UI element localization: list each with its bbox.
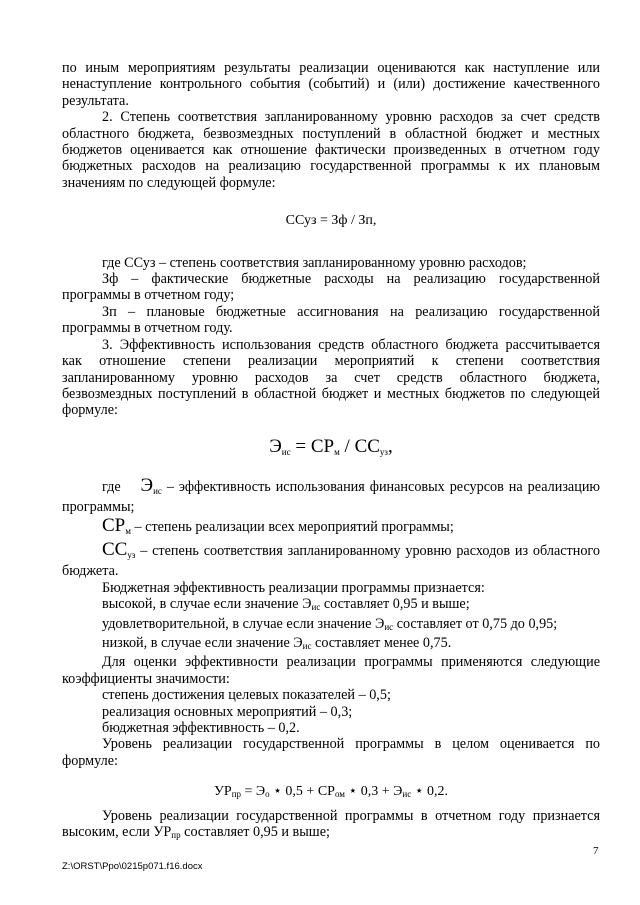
formula-symbol: СС	[354, 435, 380, 457]
paragraph-0: по иным мероприятиям результаты реализации оцениваются как наступление или ненаступление контрольного события (событий) и (или) достижение качественного результата.	[62, 60, 600, 109]
text-run: составляет от 0,75 до 0,95;	[393, 615, 558, 632]
formula-term: = Э	[241, 784, 266, 800]
paragraph-16: бюджетная эффективность – 0,2.	[102, 720, 300, 736]
paragraph-4: Зп – плановые бюджетные ассигнования на реализацию государственной программы в отчетном году.	[62, 303, 600, 337]
definition-text: – степень реализации всех мероприятий программы;	[130, 518, 454, 535]
formula-term: ⋆ 0,2.	[411, 784, 448, 800]
paragraph-12	[62, 635, 600, 654]
formula-term: ⋆ 0,3 + Э	[345, 784, 403, 800]
formula-subscript: о	[265, 789, 270, 800]
paragraph-2: где ССуз – степень соответствия запланированному уровню расходов;	[102, 254, 527, 271]
definition-text: – степень соответствия запланированному уровню расходов из областного бюджета.	[62, 542, 600, 580]
formula-subscript: м	[125, 525, 131, 536]
formula-subscript: м	[334, 446, 340, 457]
subscript: ис	[311, 602, 321, 613]
formula-symbol: Э	[269, 435, 282, 457]
formula-subscript: ом	[334, 789, 345, 800]
formula-operator: /	[339, 435, 355, 457]
text-run: составляет 0,95 и выше;	[180, 824, 330, 841]
page-number: 7	[593, 845, 599, 857]
subscript: ис	[384, 621, 394, 632]
formula-subscript: ис	[402, 789, 412, 800]
formula-subscript: ис	[153, 485, 162, 496]
formula-symbol: СР	[310, 435, 335, 457]
formula-operator: ,	[387, 435, 393, 457]
definition-text: – эффективность использования финансовых ресурсов на реализацию программы;	[62, 478, 601, 516]
document-body	[62, 60, 600, 843]
formula-subscript: уз	[379, 446, 388, 457]
text-run: удовлетворительной, в случае если значение Э	[102, 615, 385, 632]
formula-operator: =	[290, 435, 311, 457]
paragraph-6	[62, 474, 601, 516]
formula-subscript: пр	[231, 789, 242, 800]
text-run: низкой, в случае если значение Э	[102, 634, 303, 651]
formula-efficiency	[62, 436, 600, 463]
paragraph-15: реализация основных мероприятий – 0,3;	[102, 703, 353, 720]
paragraph-13: Для оценки эффективности реализации программы применяются следующие коэффициенты значимости:	[62, 654, 600, 687]
paragraph-3: Зф – фактические бюджетные расходы на реализацию государственной программы в отчетном году;	[62, 271, 600, 304]
footer-file-path: Z:\ORST\Ppo\0215p071.f16.docx	[62, 861, 203, 872]
formula-term: ⋆ 0,5 + СР	[269, 784, 335, 800]
paragraph-9: Бюджетная эффективность реализации программы признается:	[102, 579, 485, 596]
text-run: составляет менее 0,75.	[311, 634, 452, 651]
formula-program-level	[62, 784, 600, 802]
subscript: пр	[171, 830, 181, 841]
subscript: ис	[302, 640, 312, 651]
text-run: составляет 0,95 и выше;	[320, 596, 470, 613]
paragraph-11	[62, 616, 600, 635]
paragraph-7	[62, 514, 600, 539]
where-word: где	[102, 478, 121, 495]
paragraph-14: степень достижения целевых показателей – 0,5;	[102, 687, 391, 704]
paragraph-17: Уровень реализации государственной программы в целом оценивается по формуле:	[62, 736, 600, 769]
formula-subscript: уз	[127, 549, 136, 560]
text-run: высокой, в случае если значение Э	[102, 596, 312, 613]
formula-symbol: СР	[102, 514, 126, 536]
paragraph-8	[62, 538, 600, 580]
paragraph-18	[62, 808, 600, 844]
text-run: Уровень реализации государственной программы в отчетном году признается высоким, если УР	[62, 807, 600, 841]
paragraph-1: 2. Степень соответствия запланированному уровню расходов за счет средств областного бюджета, безвозмездных поступлений в областной бюджет и местных бюджетов оценивается как отношение фактически произведенных в отчетном году бюджетных расходов на реализацию государственной программы к их плановым значениям по следующей формуле:	[62, 109, 600, 191]
formula-subscript: ис	[281, 446, 291, 457]
paragraph-5: 3. Эффективность использования средств областного бюджета рассчитывается как отношение степени реализации мероприятий к степени соответствия запланированному уровню расходов за счет средств областного бюджета, безвозмездных поступлений в областной бюджет и местных бюджетов по следующей формуле:	[62, 336, 600, 419]
formula-symbol: СС	[102, 538, 128, 560]
formula-ccuz: ССуз = Зф / Зп,	[285, 213, 377, 229]
formula-symbol: Э	[140, 474, 154, 496]
formula-symbol: УР	[214, 784, 232, 800]
paragraph-10	[62, 596, 600, 615]
